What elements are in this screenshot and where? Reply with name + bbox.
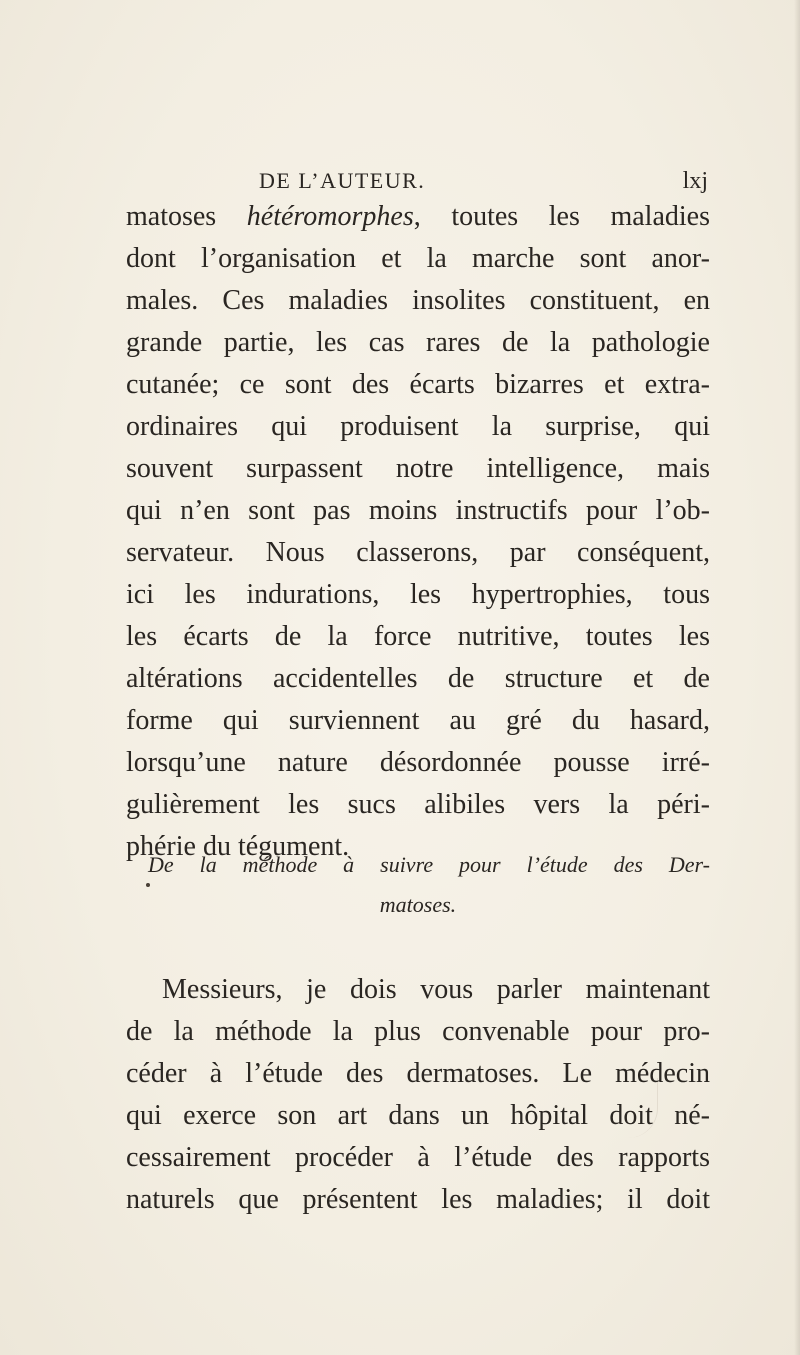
- text-line: qui exerce son art dans un hôpital doit né-: [126, 1100, 710, 1131]
- running-title: DE L’AUTEUR.: [259, 168, 426, 193]
- text-line: altérations accidentelles de structure et de: [126, 663, 710, 694]
- text-line: gulièrement les sucs alibiles vers la péri-: [126, 789, 710, 820]
- text-line: phérie du tégument.: [126, 831, 350, 862]
- page-edge-shadow: [794, 0, 800, 1355]
- text-line: cessairement procéder à l’étude des rapports: [126, 1142, 710, 1173]
- text-line: cutanée; ce sont des écarts bizarres et extra-: [126, 369, 710, 400]
- text-line: les écarts de la force nutritive, toutes les: [126, 621, 710, 652]
- heading-line: matoses.: [379, 892, 457, 917]
- text-line: forme qui surviennent au gré du hasard,: [126, 705, 710, 736]
- text-line: males. Ces maladies insolites constituent, en: [126, 285, 710, 316]
- text-line: [126, 196, 710, 238]
- text-line: lorsqu’une nature désordonnée pousse irré-: [126, 747, 710, 778]
- italic-term: hétéromorphes: [246, 201, 414, 232]
- text-line: dont l’organisation et la marche sont anor-: [126, 243, 710, 274]
- page-number: lxj: [682, 168, 708, 194]
- text-line: Messieurs, je dois vous parler maintenant: [162, 974, 710, 1005]
- text-line: ordinaires qui produisent la surprise, qui: [126, 411, 710, 442]
- text-line: céder à l’étude des dermatoses. Le médecin: [126, 1058, 710, 1089]
- text-line: de la méthode la plus convenable pour pro-: [126, 1016, 710, 1047]
- paragraph-1: [126, 196, 710, 868]
- heading-line: De la méthode à suivre pour l’étude des Der-: [148, 852, 710, 877]
- text-fragment: matoses: [126, 201, 247, 232]
- text-line: naturels que présentent les maladies; il doit: [126, 1184, 710, 1215]
- text-line: grande partie, les cas rares de la pathologie: [126, 327, 710, 358]
- text-line: servateur. Nous classerons, par conséquent,: [126, 537, 710, 568]
- paragraph-2: [126, 969, 710, 1221]
- section-heading: [126, 845, 710, 925]
- text-line: ici les indurations, les hypertrophies, tous: [126, 579, 710, 610]
- text-line: qui n’en sont pas moins instructifs pour l’ob-: [126, 495, 710, 526]
- text-line: souvent surpassent notre intelligence, mais: [126, 453, 710, 484]
- text-fragment: , toutes les maladies: [413, 201, 710, 232]
